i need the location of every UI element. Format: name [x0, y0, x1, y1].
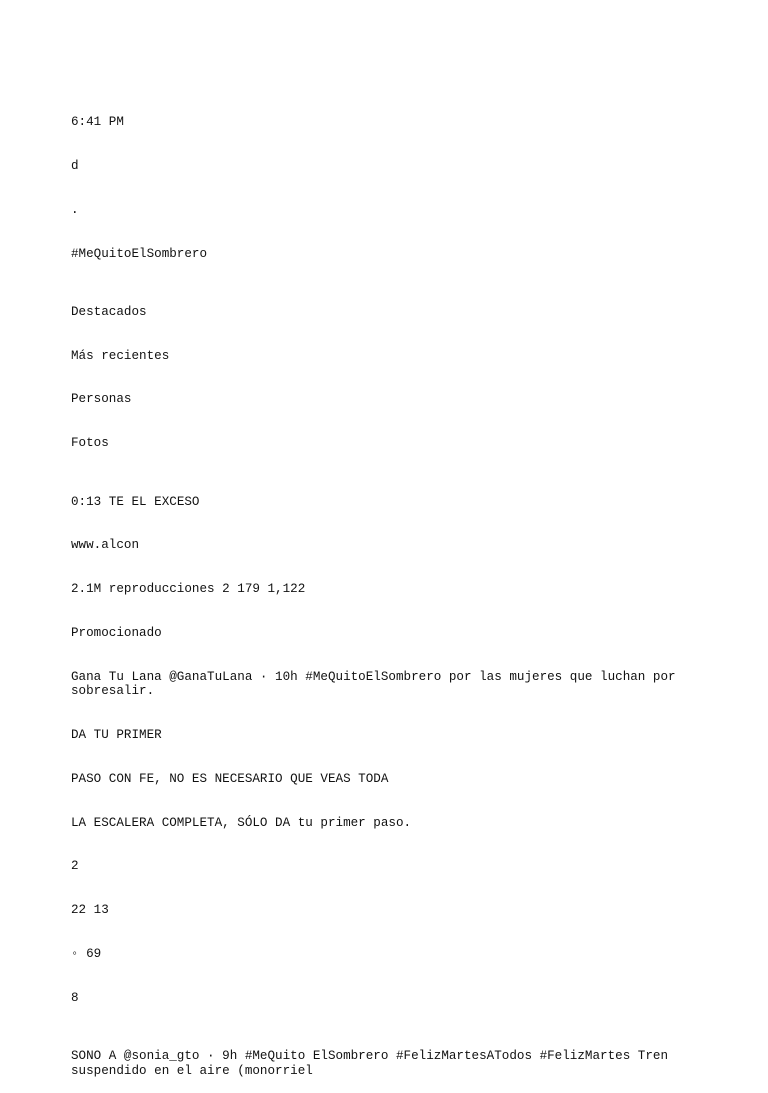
timeline-page — [71, 86, 721, 1093]
tweet-author-text[interactable]: Gana Tu Lana @GanaTuLana · 10h #MeQuitoElSombrero por las mujeres que luchan por sobresalir. — [71, 669, 684, 699]
video-duration: 0:13 — [71, 494, 102, 509]
image-text-line-3: LA ESCALERA COMPLETA, SÓLO DA tu primer paso. — [71, 815, 412, 830]
extra-count: 8 — [71, 990, 79, 1005]
tab-destacados[interactable]: Destacados — [71, 304, 147, 319]
tab-personas[interactable]: Personas — [71, 392, 132, 407]
reply-count[interactable]: 2 — [71, 859, 79, 874]
video-overlay[interactable] — [71, 495, 721, 510]
retweet-like-counts[interactable]: 22 13 — [71, 903, 109, 918]
video-stats: 2.1M reproducciones 2 179 1,122 — [71, 582, 306, 597]
tab-fotos[interactable]: Fotos — [71, 436, 109, 451]
image-text-line-1: DA TU PRIMER — [71, 728, 162, 743]
views-count: ◦ 69 — [71, 947, 102, 962]
promoted-label: Promocionado — [71, 625, 162, 640]
image-text-line-2: PASO CON FE, NO ES NECESARIO QUE VEAS TODA — [71, 771, 389, 786]
status-time: 6:41 PM — [71, 115, 124, 130]
video-url-link[interactable]: www.alcon — [71, 538, 140, 553]
next-tweet-text[interactable]: SONO A @sonia_gto · 9h #MeQuito ElSombrero #FelizMartesATodos #FelizMartes Tren suspendido en el aire (monorriel — [71, 1049, 676, 1078]
back-icon[interactable]: d — [71, 158, 79, 173]
tab-mas-recientes[interactable]: Más recientes — [71, 348, 170, 363]
dot-separator: . — [71, 202, 79, 217]
video-caption: TE EL EXCESO — [108, 494, 200, 509]
search-query[interactable]: #MeQuitoElSombrero — [71, 246, 208, 261]
